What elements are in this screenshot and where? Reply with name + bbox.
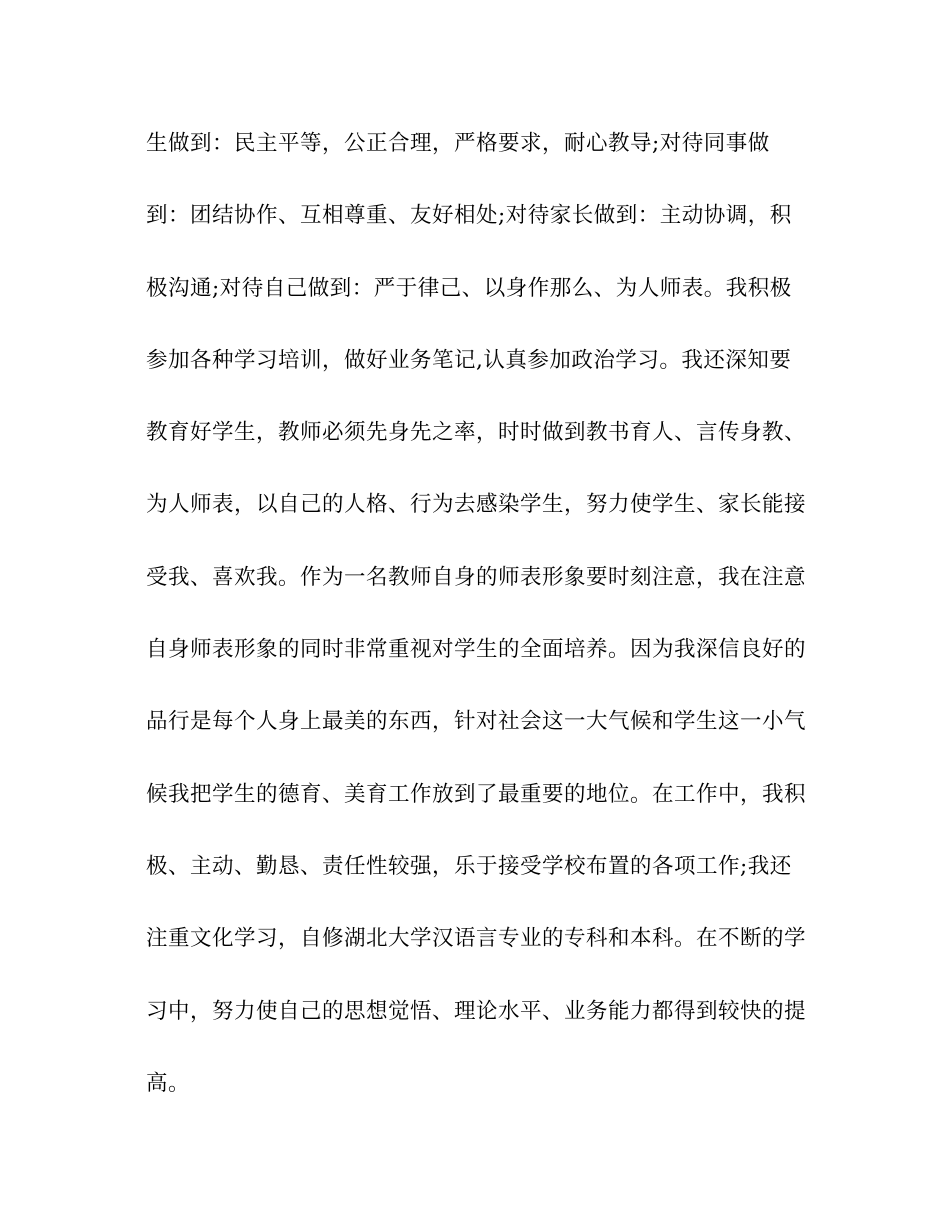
text-line-10: 候我把学生的德育、美育工作放到了最重要的地位。在工作中，我积 (146, 781, 807, 807)
text-line-9: 品行是每个人身上最美的东西，针对社会这一大气候和学生这一小气 (146, 709, 807, 735)
text-line-11: 极、主动、勤恳、责任性较强，乐于接受学校布置的各项工作;我还 (146, 853, 792, 879)
text-line-8: 自身师表形象的同时非常重视对学生的全面培养。因为我深信良好的 (146, 637, 807, 663)
text-line-12: 注重文化学习，自修湖北大学汉语言专业的专科和本科。在不断的学 (146, 926, 807, 952)
text-line-6: 为人师表，以自己的人格、行为去感染学生，努力使学生、家长能接 (146, 492, 807, 518)
text-line-5: 教育好学生，教师必须先身先之率，时时做到教书育人、言传身教、 (146, 420, 807, 446)
text-line-14: 高。 (146, 1070, 191, 1096)
text-line-2: 到：团结协作、互相尊重、友好相处;对待家长做到：主动协调，积 (146, 203, 792, 229)
text-line-7: 受我、喜欢我。作为一名教师自身的师表形象要时刻注意，我在注意 (146, 564, 807, 590)
text-line-4: 参加各种学习培训，做好业务笔记,认真参加政治学习。我还深知要 (146, 347, 792, 373)
text-line-13: 习中，努力使自己的思想觉悟、理论水平、业务能力都得到较快的提 (146, 998, 807, 1024)
body-paragraph (146, 122, 806, 1134)
text-line-1: 生做到：民主平等，公正合理，严格要求，耐心教导;对待同事做 (146, 131, 770, 156)
text-line-3: 极沟通;对待自己做到：严于律己、以身作那么、为人师表。我积极 (146, 275, 792, 301)
